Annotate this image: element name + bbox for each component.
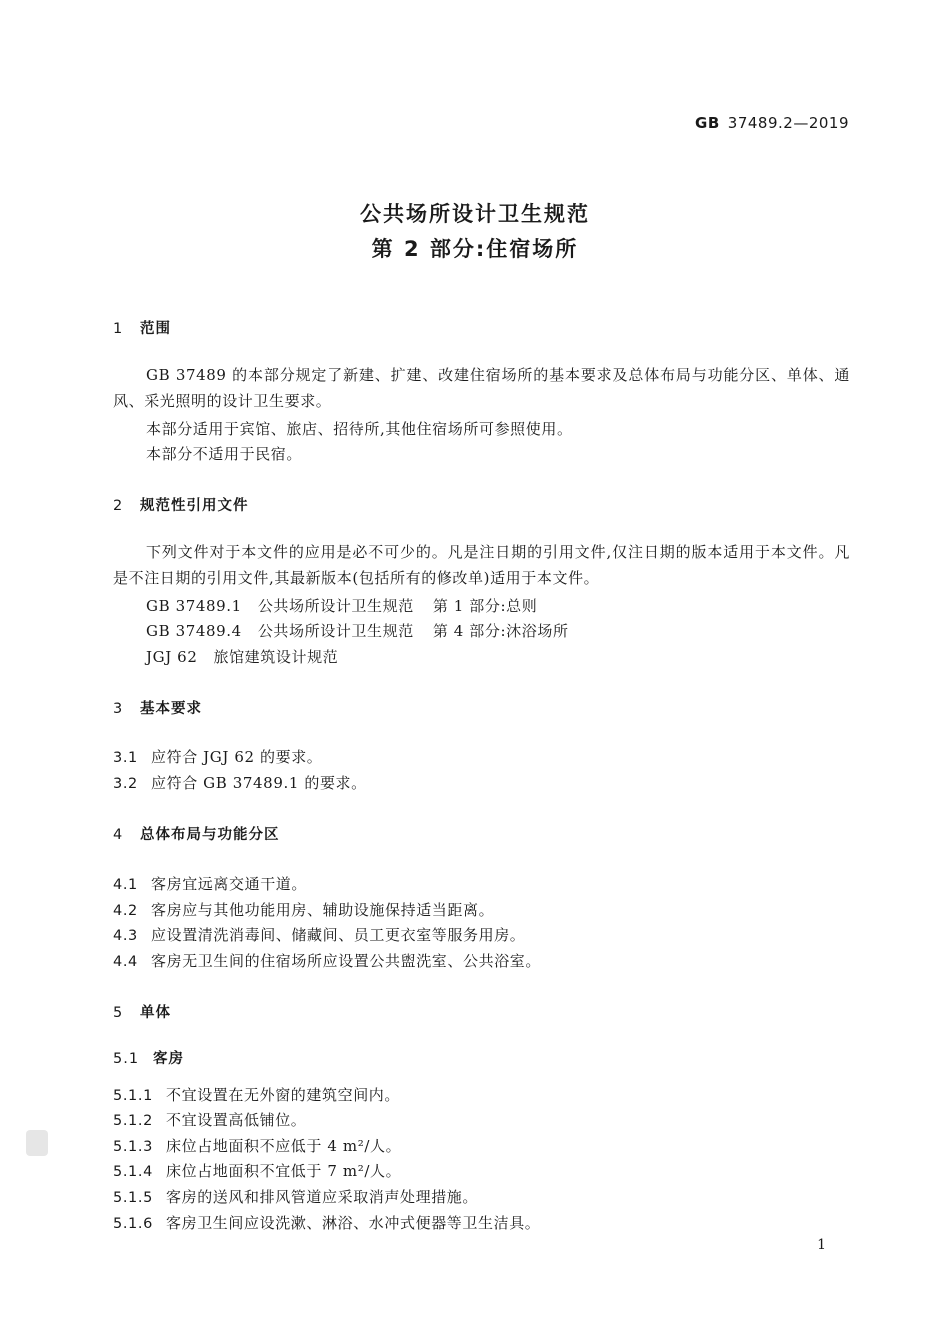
clause-number: 4.4: [113, 954, 138, 970]
clause-text: 应符合 JGJ 62 的要求。: [151, 748, 323, 766]
section-number: 2: [113, 498, 124, 514]
reference-code: GB 37489.1: [146, 597, 242, 615]
reference-title: 旅馆建筑设计规范: [213, 648, 339, 666]
clause-text: 客房的送风和排风管道应采取消声处理措施。: [166, 1188, 479, 1206]
paragraph: 本部分适用于宾馆、旅店、招待所,其他住宿场所可参照使用。: [146, 420, 573, 438]
clause-number: 5.1.3: [113, 1139, 153, 1155]
clause-number: 5.1.6: [113, 1216, 153, 1232]
document-subtitle: 第 2 部分:住宿场所: [371, 237, 579, 261]
section-title: 总体布局与功能分区: [140, 827, 280, 843]
clause: [113, 1135, 401, 1156]
clause-text: 客房卫生间应设洗漱、淋浴、水冲式便器等卫生洁具。: [166, 1214, 541, 1232]
side-scroll-tab[interactable]: [26, 1130, 48, 1156]
section-title: 单体: [140, 1005, 171, 1021]
reference-item: [146, 620, 569, 641]
section-number: 4: [113, 827, 124, 843]
reference-code: GB 37489.4: [146, 622, 242, 640]
clause-number: 5.1.4: [113, 1164, 153, 1180]
section-5-heading: [113, 1001, 171, 1022]
clause: [113, 950, 541, 971]
section-number: 5: [113, 1005, 124, 1021]
paragraph: 下列文件对于本文件的应用是必不可少的。凡是注日期的引用文件,仅注日期的版本适用于本文件。凡是不注日期的引用文件,其最新版本(包括所有的修改单)适用于本文件。: [113, 543, 850, 587]
clause-number: 5.1.1: [113, 1088, 153, 1104]
subsection-5-1-heading: [113, 1047, 184, 1068]
clause-text: 床位占地面积不宜低于 7 m²/人。: [166, 1162, 402, 1180]
clause-number: 3.1: [113, 750, 138, 766]
clause-text: 客房无卫生间的住宿场所应设置公共盥洗室、公共浴室。: [151, 952, 542, 970]
paragraph: 本部分不适用于民宿。: [146, 445, 303, 463]
clause: [113, 1084, 400, 1105]
clause-text: 不宜设置高低铺位。: [166, 1111, 307, 1129]
section-number: 3: [113, 701, 124, 717]
clause: [113, 924, 525, 945]
section-title: 规范性引用文件: [140, 498, 249, 514]
clause: [113, 1212, 540, 1233]
paragraph: GB 37489 的本部分规定了新建、扩建、改建住宿场所的基本要求及总体布局与功能分区、单体、通风、采光照明的设计卫生要求。: [113, 366, 851, 410]
subsection-title: 客房: [153, 1051, 184, 1067]
clause-number: 3.2: [113, 776, 138, 792]
clause: [113, 746, 322, 767]
document-title: 公共场所设计卫生规范: [360, 202, 590, 226]
clause: [113, 772, 367, 793]
reference-title: 公共场所设计卫生规范: [257, 622, 414, 640]
clause: [113, 1160, 401, 1181]
reference-part: 第 1 部分:总则: [432, 597, 538, 615]
section-3-heading: [113, 697, 202, 718]
standard-prefix: GB: [695, 114, 720, 132]
clause-text: 床位占地面积不应低于 4 m²/人。: [166, 1137, 402, 1155]
clause-number: 5.1.5: [113, 1190, 153, 1206]
page-number: 1: [817, 1237, 826, 1253]
clause: [113, 1186, 478, 1207]
clause-number: 4.3: [113, 928, 138, 944]
clause-text: 应符合 GB 37489.1 的要求。: [151, 774, 367, 792]
subsection-number: 5.1: [113, 1051, 140, 1067]
clause-text: 客房应与其他功能用房、辅助设施保持适当距离。: [151, 901, 495, 919]
clause: [113, 899, 494, 920]
reference-part: 第 4 部分:沐浴场所: [432, 622, 569, 640]
reference-title: 公共场所设计卫生规范: [257, 597, 414, 615]
section-1-heading: [113, 317, 171, 338]
clause-number: 4.2: [113, 903, 138, 919]
section-2-heading: [113, 494, 249, 515]
section-4-heading: [113, 823, 280, 844]
reference-item: [146, 595, 537, 616]
section-title: 基本要求: [140, 701, 202, 717]
clause: [113, 1109, 306, 1130]
clause: [113, 873, 307, 894]
standard-number: 37489.2—2019: [727, 114, 849, 132]
section-title: 范围: [140, 321, 171, 337]
clause-text: 应设置清洗消毒间、储藏间、员工更衣室等服务用房。: [151, 926, 526, 944]
standard-code: [695, 114, 849, 132]
clause-number: 5.1.2: [113, 1113, 153, 1129]
section-number: 1: [113, 321, 124, 337]
clause-text: 不宜设置在无外窗的建筑空间内。: [166, 1086, 401, 1104]
clause-number: 4.1: [113, 877, 138, 893]
clause-text: 客房宜远离交通干道。: [151, 875, 308, 893]
reference-code: JGJ 62: [146, 648, 198, 666]
reference-item: [146, 646, 338, 667]
